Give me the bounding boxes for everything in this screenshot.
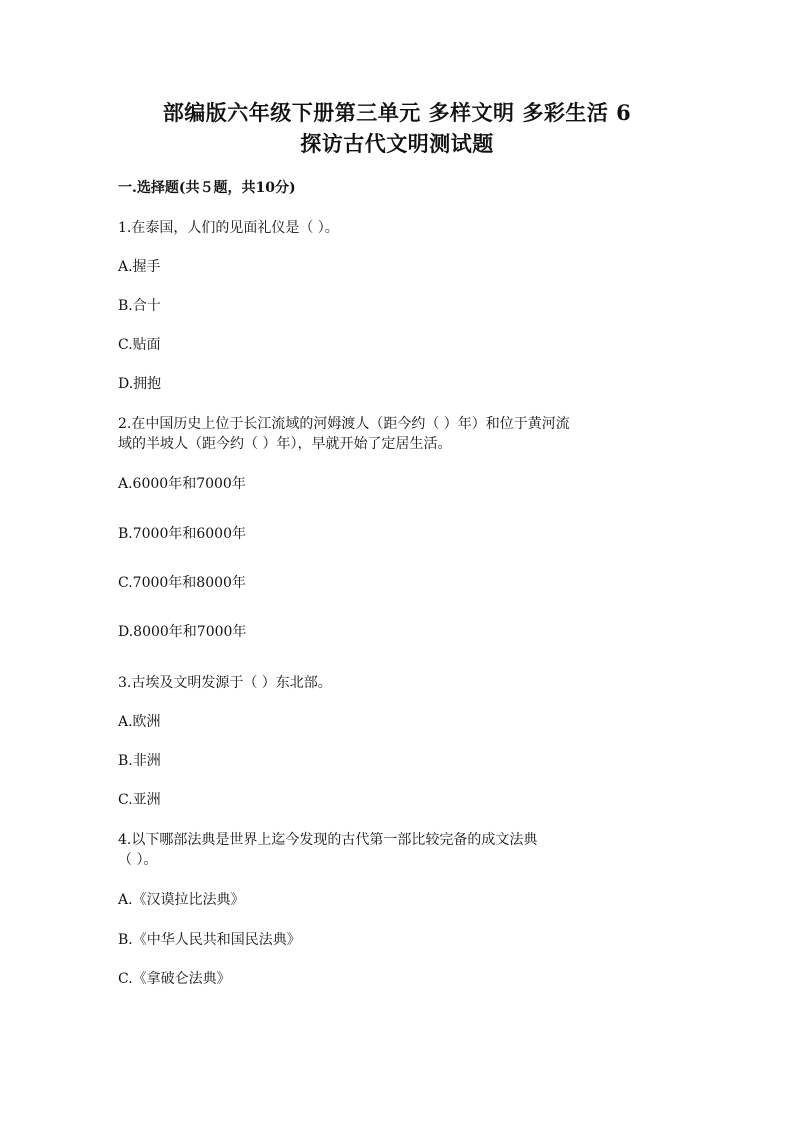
question-4-stem-line-1: 4.以下哪部法典是世界上迄今发现的古代第一部比较完备的成文法典 — [118, 832, 538, 848]
question-3-option-c: C.亚洲 — [118, 792, 161, 808]
question-2-option-a: A.6000年和7000年 — [118, 476, 246, 492]
question-1-option-a: A.握手 — [118, 259, 161, 275]
question-2-stem-line-1: 2.在中国历史上位于长江流域的河姆渡人（距今约（ ）年）和位于黄河流 — [118, 416, 570, 432]
question-3-stem: 3.古埃及文明发源于（ ）东北部。 — [118, 675, 332, 691]
document-title-line-1: 部编版六年级下册第三单元 多样文明 多彩生活 6 — [162, 100, 632, 125]
question-1-option-d: D.拥抱 — [118, 376, 162, 392]
question-3-option-b: B.非洲 — [118, 753, 161, 769]
question-4-stem-line-2: （ ）。 — [118, 852, 158, 868]
question-2-option-d: D.8000年和7000年 — [118, 624, 247, 640]
section-heading: 一.选择题(共５题，共10分) — [118, 180, 296, 196]
document-title-line-2: 探访古代文明测试题 — [300, 131, 494, 156]
question-2-option-c: C.7000年和8000年 — [118, 575, 246, 591]
question-3-option-a: A.欧洲 — [118, 714, 161, 730]
question-1-stem: 1.在泰国，人们的见面礼仪是（ ）。 — [118, 220, 339, 236]
question-2-option-b: B.7000年和6000年 — [118, 526, 246, 542]
question-2-stem-line-2: 域的半坡人（距今约（ ）年），早就开始了定居生活。 — [118, 436, 452, 452]
question-4-option-b: B.《中华人民共和国民法典》 — [118, 932, 301, 948]
question-4-option-a: A.《汉谟拉比法典》 — [118, 892, 245, 908]
question-1-option-b: B.合十 — [118, 298, 161, 314]
question-4-option-c: C.《拿破仑法典》 — [118, 971, 231, 987]
question-1-option-c: C.贴面 — [118, 337, 161, 353]
